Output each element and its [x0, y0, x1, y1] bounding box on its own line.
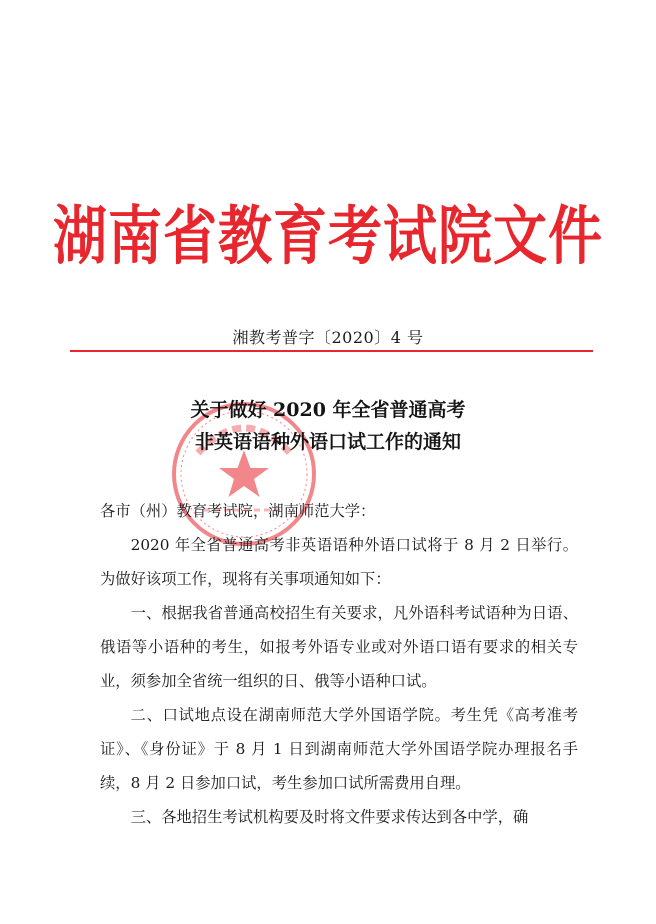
paragraph-item-3: 三、各地招生考试机构要及时将文件要求传达到各中学，确: [130, 808, 529, 826]
document-number: 湘教考普字〔2020〕4 号: [232, 328, 424, 347]
notice-title-line-2: 非英语语种外语口试工作的通知: [194, 431, 461, 453]
salutation: 各市（州）教育考试院，湖南师范大学：: [100, 502, 376, 520]
paragraph-item-2: 二、口试地点设在湖南师范大学外国语学院。考生凭《高考准考证》、《身份证》于 8 月 1 日到湖南师范大学外国语学院办理报名手续，8 月 2 日参加口试，考生参加口试所需费用自理。: [100, 706, 578, 792]
notice-title-line-1: 关于做好 2020 年全省普通高考: [190, 399, 466, 421]
masthead-title: 湖南省教育考试院文件: [53, 198, 603, 274]
red-separator-line: [70, 350, 593, 352]
paragraph-item-1: 一、根据我省普通高校招生有关要求，凡外语科考试语种为日语、俄语等小语种的考生，如报考外语专业或对外语口语有要求的相关专业，须参加全省统一组织的日、俄等小语种口试。: [100, 604, 578, 690]
notice-body: [100, 494, 578, 834]
star-seal-icon: [219, 450, 269, 497]
paragraph-intro: 2020 年全省普通高考非英语语种外语口试将于 8 月 2 日举行。为做好该项工作，现将有关事项通知如下：: [100, 536, 578, 588]
